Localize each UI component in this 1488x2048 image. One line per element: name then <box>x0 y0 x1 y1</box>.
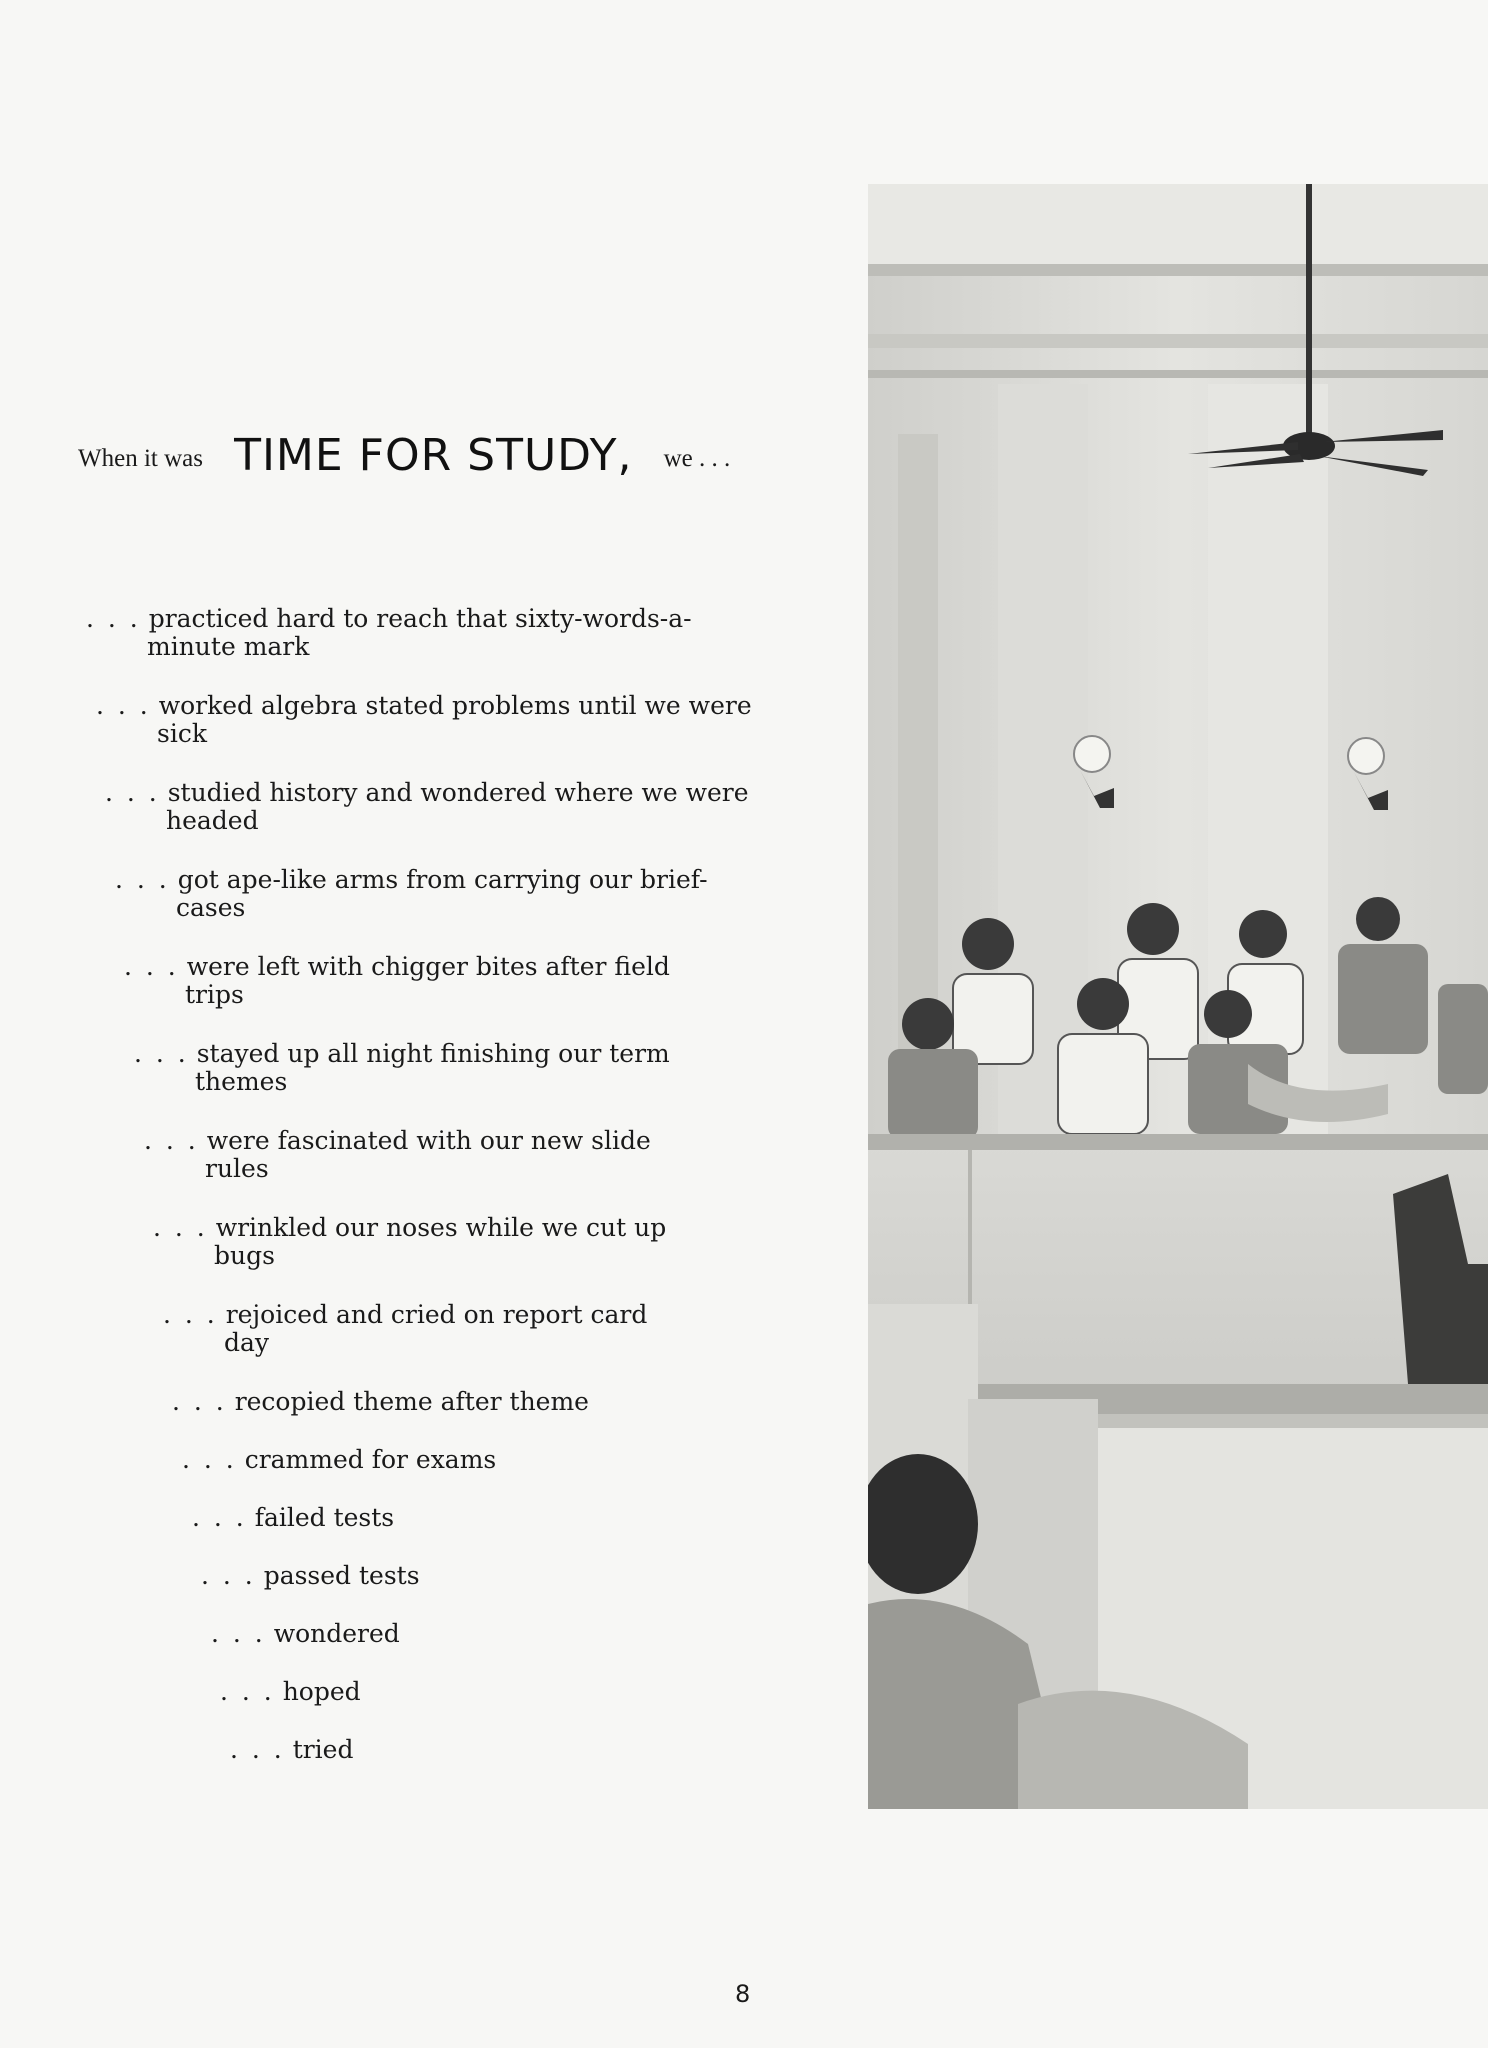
list-item-continuation: bugs <box>214 1241 275 1270</box>
heading-prefix: When it was <box>78 445 203 472</box>
ellipsis-prefix: . . . <box>211 1619 266 1648</box>
list-item-text: hoped <box>282 1677 361 1706</box>
list-item-continuation: minute mark <box>147 632 310 661</box>
ellipsis-prefix: . . . <box>153 1213 208 1242</box>
list-item <box>153 1214 666 1270</box>
list-item <box>192 1504 394 1532</box>
list-item-text: crammed for exams <box>244 1445 497 1474</box>
list-item-text: failed tests <box>254 1503 395 1532</box>
list-item-text: wrinkled our noses while we cut up <box>215 1213 667 1242</box>
list-item <box>115 866 708 922</box>
ellipsis-prefix: . . . <box>105 778 160 807</box>
list-item-text: were left with chigger bites after field <box>186 952 670 981</box>
list-item-text: worked algebra stated problems until we were <box>158 691 752 720</box>
ellipsis-prefix: . . . <box>163 1300 218 1329</box>
ellipsis-prefix: . . . <box>230 1735 285 1764</box>
page-number: 8 <box>735 1980 751 2008</box>
ellipsis-prefix: . . . <box>86 604 141 633</box>
list-item-text: tried <box>292 1735 354 1764</box>
list-item <box>201 1562 420 1590</box>
page-heading <box>78 430 730 481</box>
list-item-continuation: headed <box>166 806 259 835</box>
list-item-text: were fascinated with our new slide <box>206 1126 651 1155</box>
list-item <box>96 692 752 748</box>
list-item-continuation: cases <box>176 893 246 922</box>
list-item <box>211 1620 400 1648</box>
list-item-continuation: themes <box>195 1067 288 1096</box>
ellipsis-prefix: . . . <box>115 865 170 894</box>
ellipsis-prefix: . . . <box>201 1561 256 1590</box>
ellipsis-prefix: . . . <box>172 1387 227 1416</box>
list-item <box>105 779 749 835</box>
list-item-text: recopied theme after theme <box>234 1387 589 1416</box>
ellipsis-prefix: . . . <box>144 1126 199 1155</box>
list-item <box>144 1127 651 1183</box>
list-item-continuation: sick <box>157 719 207 748</box>
list-item-text: stayed up all night finishing our term <box>196 1039 670 1068</box>
list-item-text: studied history and wondered where we were <box>167 778 749 807</box>
list-item-text: got ape-like arms from carrying our brief- <box>177 865 708 894</box>
list-item <box>220 1678 361 1706</box>
ellipsis-prefix: . . . <box>96 691 151 720</box>
heading-suffix: we . . . <box>663 445 731 472</box>
list-item <box>86 605 692 661</box>
list-item <box>230 1736 353 1764</box>
list-item <box>134 1040 670 1096</box>
ellipsis-prefix: . . . <box>134 1039 189 1068</box>
list-item <box>172 1388 589 1416</box>
list-item-continuation: rules <box>205 1154 269 1183</box>
ellipsis-prefix: . . . <box>220 1677 275 1706</box>
list-item-text: wondered <box>273 1619 400 1648</box>
list-item-continuation: day <box>224 1328 270 1357</box>
list-item-text: rejoiced and cried on report card <box>225 1300 648 1329</box>
list-item <box>182 1446 496 1474</box>
classroom-photo <box>868 184 1488 1809</box>
ellipsis-prefix: . . . <box>182 1445 237 1474</box>
list-item <box>124 953 670 1009</box>
list-item-continuation: trips <box>185 980 244 1009</box>
ellipsis-prefix: . . . <box>124 952 179 981</box>
heading-title: TIME FOR STUDY, <box>234 430 633 481</box>
list-item-text: practiced hard to reach that sixty-words-a- <box>148 604 692 633</box>
list-item-text: passed tests <box>263 1561 420 1590</box>
list-item <box>163 1301 647 1357</box>
ellipsis-prefix: . . . <box>192 1503 247 1532</box>
